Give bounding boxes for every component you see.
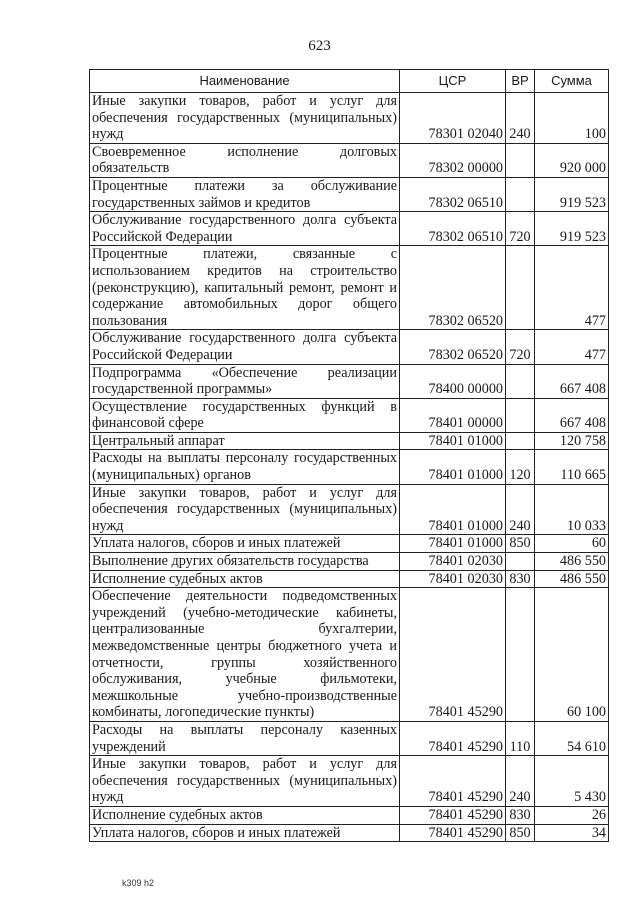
row-name: Обслуживание государственного долга субъекта Российской Федерации [90,212,400,246]
row-sum: 100 [535,93,609,144]
header-name: Наименование [90,70,400,93]
row-name: Расходы на выплаты персоналу казенных учреждений [90,721,400,755]
row-csr: 78301 02040 [400,93,506,144]
footer-code: k309 h2 [122,878,155,888]
row-vr [506,398,535,432]
row-vr [506,177,535,211]
row-vr: 850 [506,824,535,842]
row-name: Своевременное исполнение долговых обязательств [90,143,400,177]
table-row [90,330,609,364]
row-vr: 720 [506,330,535,364]
row-sum: 667 408 [535,398,609,432]
row-vr [506,588,535,722]
row-sum: 110 665 [535,450,609,484]
row-name: Исполнение судебных актов [90,570,400,588]
row-sum: 34 [535,824,609,842]
row-csr: 78400 00000 [400,364,506,398]
row-name: Обеспечение деятельности подведомственных учреждений (учебно-методические кабинеты, централизованные бухгалтерии, межведомственные центры бюджетного учета и отчетности, группы хозяйственного обслуживания, учебные фильмотеки, межшкольные учебно-производственные комбинаты, логопедические пункты) [90,588,400,722]
table-row [90,553,609,571]
table-row [90,364,609,398]
row-sum: 486 550 [535,570,609,588]
row-name: Расходы на выплаты персоналу государственных (муниципальных) органов [90,450,400,484]
row-vr: 850 [506,535,535,553]
table-body [90,93,609,842]
row-name: Иные закупки товаров, работ и услуг для обеспечения государственных (муниципальных) нужд [90,756,400,807]
row-csr: 78401 01000 [400,484,506,535]
row-name: Обслуживание государственного долга субъекта Российской Федерации [90,330,400,364]
row-csr: 78302 00000 [400,143,506,177]
table-row [90,212,609,246]
row-csr: 78302 06510 [400,177,506,211]
table-row [90,806,609,824]
row-sum: 26 [535,806,609,824]
table-row [90,143,609,177]
row-vr: 240 [506,756,535,807]
row-vr [506,432,535,450]
row-sum: 60 100 [535,588,609,722]
row-sum: 477 [535,246,609,330]
row-name: Процентные платежи, связанные с использованием кредитов на строительство (реконструкцию), капитальный ремонт, ремонт и содержание автомобильных дорог общего пользования [90,246,400,330]
table-row [90,93,609,144]
row-sum: 486 550 [535,553,609,571]
row-vr: 830 [506,806,535,824]
row-csr: 78302 06520 [400,330,506,364]
table-row [90,588,609,722]
row-vr [506,246,535,330]
row-vr: 240 [506,484,535,535]
budget-table [89,69,609,842]
row-name: Выполнение других обязательств государства [90,553,400,571]
row-vr: 110 [506,721,535,755]
table-row [90,450,609,484]
page-number: 623 [308,38,331,54]
row-csr: 78401 45290 [400,721,506,755]
row-vr: 720 [506,212,535,246]
row-csr: 78302 06510 [400,212,506,246]
row-csr: 78401 01000 [400,450,506,484]
row-vr: 830 [506,570,535,588]
row-sum: 120 758 [535,432,609,450]
row-vr [506,364,535,398]
table-row [90,484,609,535]
header-vr: ВР [506,70,535,93]
row-name: Осуществление государственных функций в финансовой сфере [90,398,400,432]
table-row [90,721,609,755]
row-sum: 477 [535,330,609,364]
row-csr: 78401 45290 [400,588,506,722]
table-row [90,756,609,807]
row-vr: 240 [506,93,535,144]
row-name: Уплата налогов, сборов и иных платежей [90,535,400,553]
row-sum: 919 523 [535,212,609,246]
row-sum: 60 [535,535,609,553]
row-name: Центральный аппарат [90,432,400,450]
row-sum: 919 523 [535,177,609,211]
table-row [90,432,609,450]
table-row [90,246,609,330]
row-vr: 120 [506,450,535,484]
row-csr: 78401 45290 [400,824,506,842]
row-csr: 78302 06520 [400,246,506,330]
row-vr [506,553,535,571]
row-sum: 10 033 [535,484,609,535]
row-name: Подпрограмма «Обеспечение реализации государственной программы» [90,364,400,398]
row-csr: 78401 01000 [400,535,506,553]
row-csr: 78401 02030 [400,570,506,588]
row-csr: 78401 01000 [400,432,506,450]
row-vr [506,143,535,177]
table-header-row [90,70,609,93]
row-csr: 78401 45290 [400,756,506,807]
row-sum: 920 000 [535,143,609,177]
row-name: Иные закупки товаров, работ и услуг для обеспечения государственных (муниципальных) нужд [90,484,400,535]
table-row [90,535,609,553]
table-row [90,177,609,211]
row-sum: 5 430 [535,756,609,807]
row-csr: 78401 02030 [400,553,506,571]
row-name: Иные закупки товаров, работ и услуг для обеспечения государственных (муниципальных) нужд [90,93,400,144]
header-sum: Сумма [535,70,609,93]
header-csr: ЦСР [400,70,506,93]
table-row [90,570,609,588]
row-sum: 54 610 [535,721,609,755]
row-csr: 78401 00000 [400,398,506,432]
table-row [90,398,609,432]
row-name: Уплата налогов, сборов и иных платежей [90,824,400,842]
row-csr: 78401 45290 [400,806,506,824]
table-row [90,824,609,842]
row-name: Процентные платежи за обслуживание государственных займов и кредитов [90,177,400,211]
row-name: Исполнение судебных актов [90,806,400,824]
row-sum: 667 408 [535,364,609,398]
